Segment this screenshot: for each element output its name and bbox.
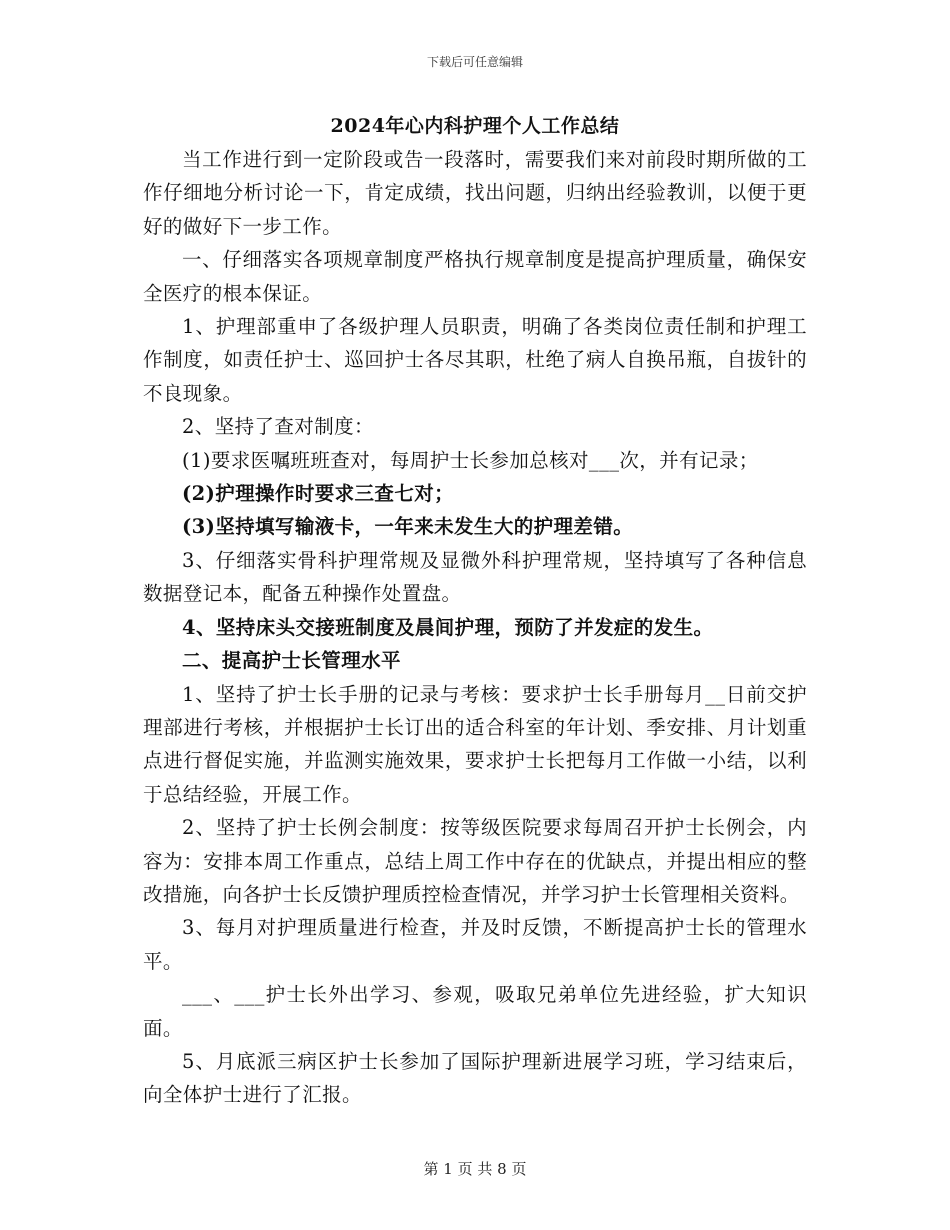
paragraph-2-3: 3、每月对护理质量进行检查，并及时反馈，不断提高护士长的管理水平。: [143, 916, 807, 973]
paragraph-2-2: 2、坚持了护士长例会制度：按等级医院要求每周召开护士长例会，内容为：安排本周工作重点，总结上周工作中存在的优缺点，并提出相应的整改措施，向各护士长反馈护理质控检查情况，并学习护士长管理相关资料。: [143, 816, 807, 906]
document-body: [143, 143, 807, 1112]
paragraph-intro: 当工作进行到一定阶段或告一段落时，需要我们来对前段时期所做的工作仔细地分析讨论一下，肯定成绩，找出问题，归纳出经验教训，以便于更好的做好下一步工作。: [143, 148, 807, 238]
page-number: 第 1 页 共 8 页: [423, 1160, 527, 1178]
paragraph-section-1: 一、仔细落实各项规章制度严格执行规章制度是提高护理质量，确保安全医疗的根本保证。: [143, 248, 807, 305]
paragraph-section-2: 二、提高护士长管理水平: [182, 649, 401, 673]
paragraph-1-1: 1、护理部重申了各级护理人员职责，明确了各类岗位责任制和护理工作制度，如责任护士、巡回护士各尽其职，杜绝了病人自换吊瓶，自拔针的不良现象。: [143, 315, 807, 405]
paragraph-1-2: 2、坚持了查对制度：: [182, 415, 374, 439]
paragraph-1-2-a: (1)要求医嘱班班查对，每周护士长参加总核对___次，并有记录；: [182, 448, 759, 472]
paragraph-2-1: 1、坚持了护士长手册的记录与考核：要求护士长手册每月__日前交护理部进行考核，并根据护士长订出的适合科室的年计划、季安排、月计划重点进行督促实施，并监测实施效果，要求护士长把每月工作做一小结，以利于总结经验，开展工作。: [143, 682, 807, 806]
paragraph-2-4: ___、___护士长外出学习、参观，吸取兄弟单位先进经验，扩大知识面。: [143, 983, 807, 1040]
paragraph-1-4: 4、坚持床头交接班制度及晨间护理，预防了并发症的发生。: [182, 615, 714, 639]
paragraph-1-2-c: (3)坚持填写输液卡，一年来未发生大的护理差错。: [182, 515, 634, 539]
paragraph-1-3: 3、仔细落实骨科护理常规及显微外科护理常规，坚持填写了各种信息数据登记本，配备五种操作处置盘。: [143, 548, 807, 606]
paragraph-1-2-b: (2)护理操作时要求三查七对；: [182, 482, 455, 506]
paragraph-2-5: 5、月底派三病区护士长参加了国际护理新进展学习班，学习结束后，向全体护士进行了汇报。: [143, 1049, 807, 1107]
header-note: 下载后可任意编辑: [426, 55, 523, 69]
document-title: 2024年心内科护理个人工作总结: [330, 115, 620, 137]
